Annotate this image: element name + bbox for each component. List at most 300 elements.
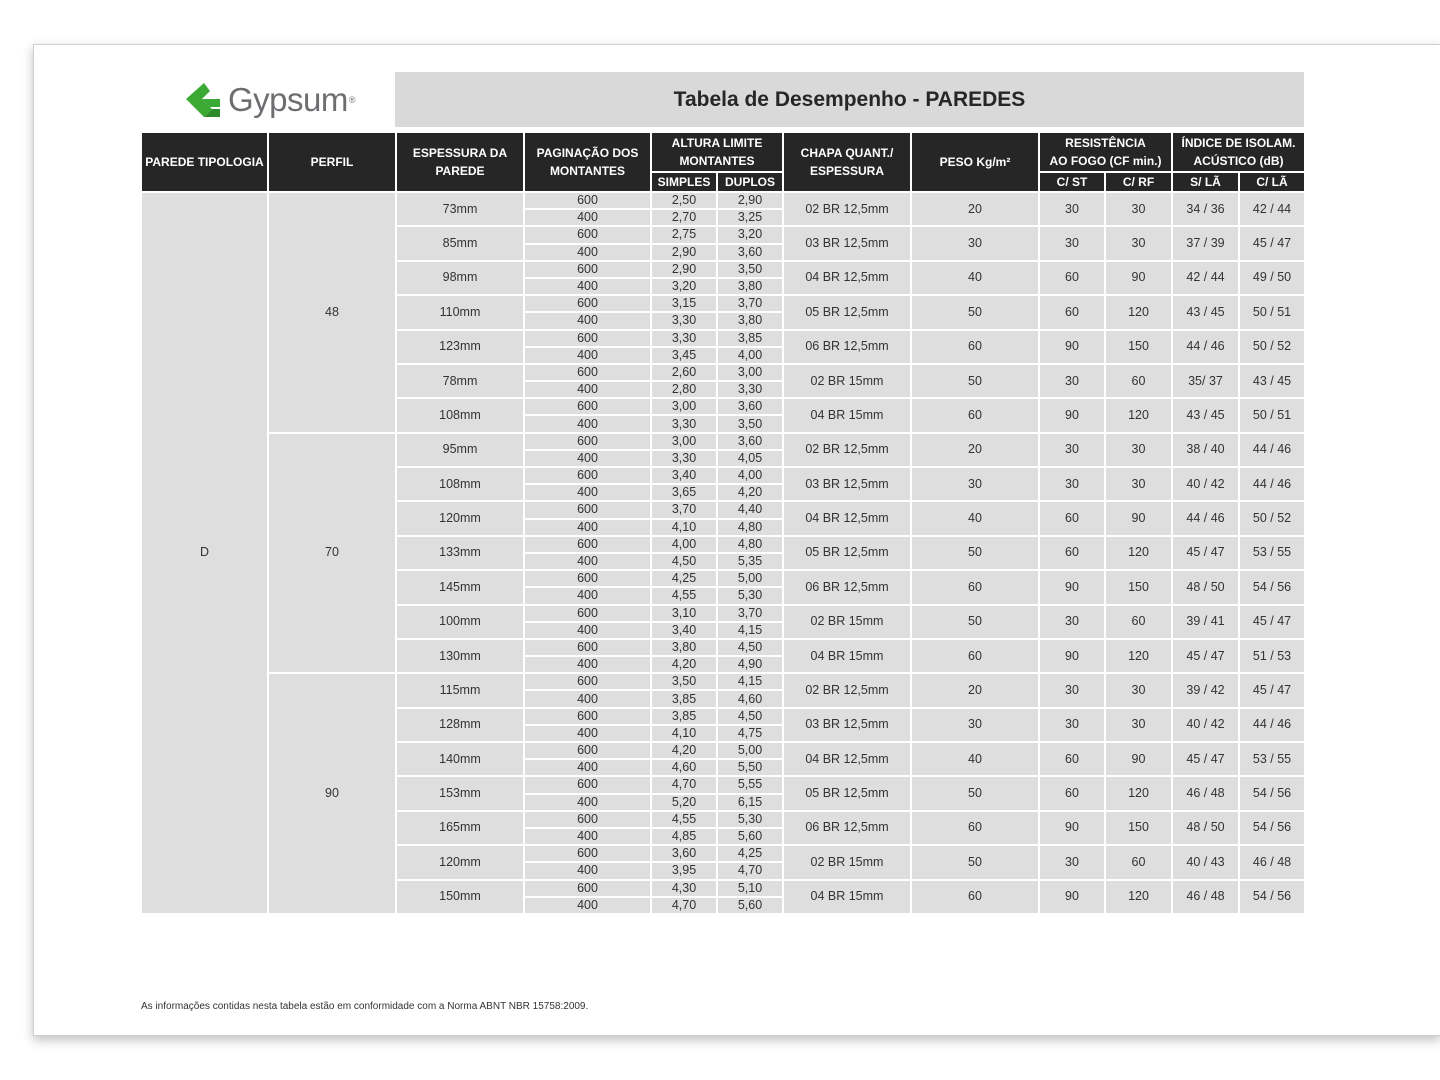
cell-peso: 50	[911, 845, 1039, 879]
cell-altura-simples: 4,10	[651, 725, 717, 742]
gypsum-g-logo-icon	[182, 81, 222, 119]
cell-altura-simples: 3,65	[651, 484, 717, 501]
cell-cf-st: 30	[1039, 192, 1105, 226]
cell-perfil: 70	[268, 433, 396, 674]
cell-chapa: 04 BR 15mm	[783, 880, 911, 914]
cell-cf-st: 30	[1039, 467, 1105, 501]
cell-altura-duplos: 3,60	[717, 244, 783, 261]
header-duplos: DUPLOS	[717, 172, 783, 192]
cell-altura-simples: 4,20	[651, 742, 717, 759]
cell-chapa: 03 BR 12,5mm	[783, 226, 911, 260]
cell-cf-rf: 120	[1105, 536, 1172, 570]
table-row	[141, 192, 1305, 209]
cell-sem-la: 45 / 47	[1172, 536, 1239, 570]
cell-cf-rf: 90	[1105, 501, 1172, 535]
cell-altura-duplos: 4,60	[717, 690, 783, 707]
cell-paginacao: 600	[524, 742, 651, 759]
cell-altura-duplos: 3,20	[717, 226, 783, 243]
cell-paginacao: 400	[524, 450, 651, 467]
cell-altura-simples: 4,25	[651, 570, 717, 587]
cell-altura-duplos: 3,50	[717, 261, 783, 278]
cell-espessura: 145mm	[396, 570, 524, 604]
cell-altura-duplos: 5,55	[717, 776, 783, 793]
logo-text: Gypsum	[228, 81, 348, 118]
cell-com-la: 51 / 53	[1239, 639, 1305, 673]
cell-peso: 40	[911, 261, 1039, 295]
cell-altura-duplos: 4,80	[717, 536, 783, 553]
cell-peso: 60	[911, 570, 1039, 604]
page-title	[395, 72, 1304, 127]
cell-altura-simples: 3,60	[651, 845, 717, 862]
cell-sem-la: 39 / 42	[1172, 673, 1239, 707]
cell-cf-rf: 120	[1105, 776, 1172, 810]
cell-altura-duplos: 5,10	[717, 880, 783, 897]
cell-paginacao: 600	[524, 811, 651, 828]
cell-altura-simples: 3,80	[651, 639, 717, 656]
cell-altura-simples: 4,20	[651, 656, 717, 673]
cell-cf-rf: 120	[1105, 295, 1172, 329]
cell-cf-st: 60	[1039, 536, 1105, 570]
cell-com-la: 49 / 50	[1239, 261, 1305, 295]
cell-com-la: 45 / 47	[1239, 673, 1305, 707]
cell-sem-la: 37 / 39	[1172, 226, 1239, 260]
cell-cf-rf: 30	[1105, 192, 1172, 226]
cell-altura-simples: 3,95	[651, 862, 717, 879]
cell-paginacao: 600	[524, 639, 651, 656]
cell-com-la: 53 / 55	[1239, 742, 1305, 776]
cell-altura-simples: 2,90	[651, 244, 717, 261]
cell-chapa: 05 BR 12,5mm	[783, 536, 911, 570]
cell-altura-duplos: 4,90	[717, 656, 783, 673]
cell-sem-la: 45 / 47	[1172, 742, 1239, 776]
cell-altura-duplos: 4,25	[717, 845, 783, 862]
cell-com-la: 45 / 47	[1239, 226, 1305, 260]
cell-altura-duplos: 3,85	[717, 330, 783, 347]
cell-sem-la: 40 / 42	[1172, 467, 1239, 501]
cell-altura-duplos: 4,00	[717, 347, 783, 364]
cell-chapa: 04 BR 12,5mm	[783, 742, 911, 776]
cell-paginacao: 400	[524, 415, 651, 432]
cell-cf-st: 90	[1039, 398, 1105, 432]
cell-altura-duplos: 5,60	[717, 828, 783, 845]
cell-altura-duplos: 3,80	[717, 278, 783, 295]
cell-altura-simples: 2,90	[651, 261, 717, 278]
cell-peso: 30	[911, 708, 1039, 742]
cell-sem-la: 48 / 50	[1172, 811, 1239, 845]
cell-altura-simples: 3,00	[651, 433, 717, 450]
cell-chapa: 02 BR 12,5mm	[783, 673, 911, 707]
cell-espessura: 133mm	[396, 536, 524, 570]
cell-paginacao: 600	[524, 536, 651, 553]
header-resistencia: RESISTÊNCIA AO FOGO (CF min.)	[1039, 132, 1172, 172]
cell-peso: 40	[911, 501, 1039, 535]
cell-sem-la: 43 / 45	[1172, 398, 1239, 432]
cell-altura-duplos: 5,35	[717, 553, 783, 570]
cell-paginacao: 400	[524, 587, 651, 604]
cell-sem-la: 46 / 48	[1172, 880, 1239, 914]
cell-peso: 60	[911, 880, 1039, 914]
cell-paginacao: 400	[524, 862, 651, 879]
cell-com-la: 46 / 48	[1239, 845, 1305, 879]
cell-espessura: 110mm	[396, 295, 524, 329]
cell-com-la: 50 / 52	[1239, 501, 1305, 535]
cell-altura-duplos: 5,30	[717, 811, 783, 828]
table-row	[141, 433, 1305, 450]
brand-logo	[182, 78, 356, 122]
cell-altura-duplos: 5,00	[717, 570, 783, 587]
cell-cf-st: 60	[1039, 776, 1105, 810]
cell-altura-simples: 3,30	[651, 330, 717, 347]
cell-sem-la: 34 / 36	[1172, 192, 1239, 226]
table-header	[141, 132, 1305, 192]
cell-espessura: 98mm	[396, 261, 524, 295]
cell-chapa: 04 BR 15mm	[783, 639, 911, 673]
cell-paginacao: 600	[524, 467, 651, 484]
header-sla: S/ LÃ	[1172, 172, 1239, 192]
cell-altura-simples: 3,30	[651, 312, 717, 329]
cell-com-la: 50 / 52	[1239, 330, 1305, 364]
cell-altura-duplos: 3,80	[717, 312, 783, 329]
cell-cf-st: 60	[1039, 742, 1105, 776]
cell-paginacao: 600	[524, 364, 651, 381]
cell-paginacao: 600	[524, 570, 651, 587]
cell-espessura: 108mm	[396, 467, 524, 501]
cell-cf-st: 30	[1039, 433, 1105, 467]
header-espessura: ESPESSURA DA PAREDE	[396, 132, 524, 192]
cell-com-la: 44 / 46	[1239, 708, 1305, 742]
cell-espessura: 153mm	[396, 776, 524, 810]
cell-espessura: 140mm	[396, 742, 524, 776]
cell-peso: 60	[911, 811, 1039, 845]
cell-sem-la: 44 / 46	[1172, 501, 1239, 535]
cell-altura-simples: 4,70	[651, 776, 717, 793]
cell-altura-simples: 2,60	[651, 364, 717, 381]
cell-peso: 20	[911, 673, 1039, 707]
cell-paginacao: 600	[524, 330, 651, 347]
cell-paginacao: 600	[524, 261, 651, 278]
cell-chapa: 05 BR 12,5mm	[783, 776, 911, 810]
cell-chapa: 06 BR 12,5mm	[783, 570, 911, 604]
header-cst: C/ ST	[1039, 172, 1105, 192]
cell-altura-simples: 3,45	[651, 347, 717, 364]
cell-com-la: 44 / 46	[1239, 467, 1305, 501]
cell-cf-rf: 30	[1105, 708, 1172, 742]
cell-paginacao: 400	[524, 381, 651, 398]
cell-altura-simples: 2,80	[651, 381, 717, 398]
cell-cf-st: 60	[1039, 501, 1105, 535]
cell-paginacao: 400	[524, 622, 651, 639]
cell-altura-duplos: 5,00	[717, 742, 783, 759]
cell-paginacao: 600	[524, 708, 651, 725]
cell-cf-rf: 120	[1105, 880, 1172, 914]
cell-perfil: 48	[268, 192, 396, 433]
cell-paginacao: 400	[524, 278, 651, 295]
cell-cf-rf: 150	[1105, 330, 1172, 364]
cell-altura-simples: 4,60	[651, 759, 717, 776]
cell-peso: 50	[911, 364, 1039, 398]
cell-cf-rf: 30	[1105, 673, 1172, 707]
cell-chapa: 04 BR 12,5mm	[783, 501, 911, 535]
cell-espessura: 100mm	[396, 605, 524, 639]
cell-peso: 30	[911, 226, 1039, 260]
cell-paginacao: 400	[524, 690, 651, 707]
cell-espessura: 120mm	[396, 845, 524, 879]
cell-peso: 30	[911, 467, 1039, 501]
cell-chapa: 03 BR 12,5mm	[783, 467, 911, 501]
cell-altura-simples: 3,70	[651, 501, 717, 518]
cell-altura-duplos: 4,40	[717, 501, 783, 518]
header-perfil: PERFIL	[268, 132, 396, 192]
cell-paginacao: 400	[524, 794, 651, 811]
cell-paginacao: 600	[524, 295, 651, 312]
cell-com-la: 54 / 56	[1239, 776, 1305, 810]
cell-espessura: 165mm	[396, 811, 524, 845]
cell-chapa: 02 BR 12,5mm	[783, 433, 911, 467]
header-simples: SIMPLES	[651, 172, 717, 192]
cell-paginacao: 400	[524, 725, 651, 742]
cell-altura-duplos: 3,30	[717, 381, 783, 398]
header-cla: C/ LÃ	[1239, 172, 1305, 192]
cell-altura-simples: 3,40	[651, 622, 717, 639]
cell-paginacao: 600	[524, 776, 651, 793]
cell-espessura: 130mm	[396, 639, 524, 673]
cell-paginacao: 400	[524, 519, 651, 536]
cell-cf-st: 90	[1039, 811, 1105, 845]
cell-cf-st: 90	[1039, 880, 1105, 914]
cell-sem-la: 38 / 40	[1172, 433, 1239, 467]
cell-peso: 50	[911, 776, 1039, 810]
header-chapa: CHAPA QUANT./ ESPESSURA	[783, 132, 911, 192]
cell-espessura: 108mm	[396, 398, 524, 432]
cell-espessura: 128mm	[396, 708, 524, 742]
cell-cf-st: 30	[1039, 673, 1105, 707]
cell-chapa: 02 BR 15mm	[783, 845, 911, 879]
cell-espessura: 95mm	[396, 433, 524, 467]
cell-sem-la: 43 / 45	[1172, 295, 1239, 329]
cell-sem-la: 40 / 43	[1172, 845, 1239, 879]
cell-cf-rf: 60	[1105, 845, 1172, 879]
cell-com-la: 54 / 56	[1239, 811, 1305, 845]
cell-altura-duplos: 3,00	[717, 364, 783, 381]
cell-altura-simples: 2,75	[651, 226, 717, 243]
header-indice-acustico: ÍNDICE DE ISOLAM. ACÚSTICO (dB)	[1172, 132, 1305, 172]
cell-cf-st: 30	[1039, 226, 1105, 260]
cell-altura-simples: 3,85	[651, 690, 717, 707]
cell-sem-la: 45 / 47	[1172, 639, 1239, 673]
cell-altura-simples: 4,55	[651, 587, 717, 604]
cell-cf-rf: 120	[1105, 398, 1172, 432]
cell-altura-simples: 4,30	[651, 880, 717, 897]
cell-altura-duplos: 4,80	[717, 519, 783, 536]
cell-altura-duplos: 5,60	[717, 897, 783, 914]
cell-peso: 20	[911, 192, 1039, 226]
table-row	[141, 673, 1305, 690]
cell-altura-simples: 4,55	[651, 811, 717, 828]
header-altura-limite: ALTURA LIMITE MONTANTES	[651, 132, 783, 172]
cell-altura-simples: 3,10	[651, 605, 717, 622]
cell-altura-duplos: 5,50	[717, 759, 783, 776]
cell-espessura: 73mm	[396, 192, 524, 226]
cell-altura-duplos: 3,70	[717, 295, 783, 312]
cell-sem-la: 40 / 42	[1172, 708, 1239, 742]
cell-cf-st: 90	[1039, 570, 1105, 604]
cell-cf-rf: 30	[1105, 467, 1172, 501]
cell-altura-duplos: 4,20	[717, 484, 783, 501]
cell-chapa: 03 BR 12,5mm	[783, 708, 911, 742]
cell-altura-simples: 5,20	[651, 794, 717, 811]
cell-com-la: 50 / 51	[1239, 295, 1305, 329]
footnote: As informações contidas nesta tabela estão em conformidade com a Norma ABNT NBR 15758:2009.	[141, 1001, 589, 1012]
cell-com-la: 43 / 45	[1239, 364, 1305, 398]
cell-altura-duplos: 4,15	[717, 673, 783, 690]
cell-altura-duplos: 3,70	[717, 605, 783, 622]
cell-cf-st: 30	[1039, 605, 1105, 639]
cell-com-la: 42 / 44	[1239, 192, 1305, 226]
cell-chapa: 02 BR 15mm	[783, 605, 911, 639]
cell-cf-rf: 150	[1105, 570, 1172, 604]
cell-paginacao: 400	[524, 553, 651, 570]
cell-paginacao: 400	[524, 484, 651, 501]
cell-paginacao: 600	[524, 845, 651, 862]
cell-cf-rf: 60	[1105, 364, 1172, 398]
cell-peso: 20	[911, 433, 1039, 467]
cell-cf-st: 90	[1039, 639, 1105, 673]
cell-altura-duplos: 4,15	[717, 622, 783, 639]
cell-altura-simples: 4,00	[651, 536, 717, 553]
cell-altura-simples: 3,40	[651, 467, 717, 484]
cell-tipologia: D	[141, 192, 268, 914]
cell-chapa: 04 BR 12,5mm	[783, 261, 911, 295]
cell-peso: 60	[911, 398, 1039, 432]
cell-altura-simples: 4,50	[651, 553, 717, 570]
cell-peso: 50	[911, 295, 1039, 329]
cell-chapa: 06 BR 12,5mm	[783, 811, 911, 845]
cell-espessura: 150mm	[396, 880, 524, 914]
cell-com-la: 50 / 51	[1239, 398, 1305, 432]
cell-paginacao: 600	[524, 501, 651, 518]
cell-altura-simples: 3,30	[651, 415, 717, 432]
cell-cf-rf: 120	[1105, 639, 1172, 673]
cell-paginacao: 400	[524, 209, 651, 226]
header-peso: PESO Kg/m²	[911, 132, 1039, 192]
cell-peso: 50	[911, 605, 1039, 639]
table-body	[141, 192, 1305, 914]
cell-cf-rf: 90	[1105, 742, 1172, 776]
cell-altura-simples: 4,85	[651, 828, 717, 845]
cell-paginacao: 400	[524, 897, 651, 914]
cell-sem-la: 42 / 44	[1172, 261, 1239, 295]
header-parede-tipologia: PAREDE TIPOLOGIA	[141, 132, 268, 192]
cell-cf-rf: 90	[1105, 261, 1172, 295]
cell-altura-duplos: 3,50	[717, 415, 783, 432]
cell-cf-rf: 60	[1105, 605, 1172, 639]
cell-altura-simples: 3,85	[651, 708, 717, 725]
cell-altura-duplos: 2,90	[717, 192, 783, 209]
cell-cf-st: 30	[1039, 708, 1105, 742]
cell-peso: 40	[911, 742, 1039, 776]
performance-table	[140, 131, 1306, 915]
cell-paginacao: 400	[524, 244, 651, 261]
cell-altura-duplos: 4,50	[717, 639, 783, 656]
cell-cf-st: 60	[1039, 261, 1105, 295]
cell-altura-simples: 2,70	[651, 209, 717, 226]
cell-altura-duplos: 3,60	[717, 433, 783, 450]
cell-chapa: 02 BR 15mm	[783, 364, 911, 398]
cell-perfil: 90	[268, 673, 396, 914]
cell-paginacao: 600	[524, 880, 651, 897]
cell-chapa: 05 BR 12,5mm	[783, 295, 911, 329]
cell-sem-la: 48 / 50	[1172, 570, 1239, 604]
cell-com-la: 45 / 47	[1239, 605, 1305, 639]
cell-com-la: 53 / 55	[1239, 536, 1305, 570]
cell-com-la: 54 / 56	[1239, 570, 1305, 604]
cell-paginacao: 600	[524, 398, 651, 415]
header-paginacao: PAGINAÇÃO DOS MONTANTES	[524, 132, 651, 192]
cell-paginacao: 600	[524, 192, 651, 209]
cell-altura-duplos: 6,15	[717, 794, 783, 811]
cell-altura-duplos: 4,00	[717, 467, 783, 484]
cell-espessura: 120mm	[396, 501, 524, 535]
cell-cf-st: 60	[1039, 295, 1105, 329]
cell-chapa: 02 BR 12,5mm	[783, 192, 911, 226]
cell-chapa: 04 BR 15mm	[783, 398, 911, 432]
cell-paginacao: 600	[524, 433, 651, 450]
cell-altura-duplos: 4,05	[717, 450, 783, 467]
cell-paginacao: 600	[524, 226, 651, 243]
cell-altura-simples: 3,30	[651, 450, 717, 467]
cell-espessura: 85mm	[396, 226, 524, 260]
cell-cf-rf: 30	[1105, 433, 1172, 467]
cell-cf-st: 30	[1039, 845, 1105, 879]
cell-chapa: 06 BR 12,5mm	[783, 330, 911, 364]
cell-altura-duplos: 5,30	[717, 587, 783, 604]
cell-altura-simples: 3,20	[651, 278, 717, 295]
cell-paginacao: 400	[524, 312, 651, 329]
cell-altura-simples: 4,70	[651, 897, 717, 914]
logo-trademark: ®	[348, 95, 356, 105]
header-crf: C/ RF	[1105, 172, 1172, 192]
cell-espessura: 123mm	[396, 330, 524, 364]
cell-sem-la: 44 / 46	[1172, 330, 1239, 364]
cell-paginacao: 400	[524, 828, 651, 845]
cell-paginacao: 600	[524, 605, 651, 622]
cell-paginacao: 600	[524, 673, 651, 690]
cell-altura-simples: 2,50	[651, 192, 717, 209]
cell-altura-duplos: 3,60	[717, 398, 783, 415]
cell-espessura: 78mm	[396, 364, 524, 398]
cell-altura-simples: 3,00	[651, 398, 717, 415]
cell-altura-simples: 3,50	[651, 673, 717, 690]
cell-cf-st: 90	[1039, 330, 1105, 364]
cell-altura-duplos: 4,75	[717, 725, 783, 742]
cell-paginacao: 400	[524, 347, 651, 364]
cell-cf-rf: 30	[1105, 226, 1172, 260]
cell-sem-la: 46 / 48	[1172, 776, 1239, 810]
cell-com-la: 54 / 56	[1239, 880, 1305, 914]
cell-sem-la: 35/ 37	[1172, 364, 1239, 398]
cell-sem-la: 39 / 41	[1172, 605, 1239, 639]
cell-cf-rf: 150	[1105, 811, 1172, 845]
cell-espessura: 115mm	[396, 673, 524, 707]
cell-altura-duplos: 4,70	[717, 862, 783, 879]
page-title-text: Tabela de Desempenho - PAREDES	[673, 87, 1026, 111]
cell-peso: 60	[911, 330, 1039, 364]
cell-cf-st: 30	[1039, 364, 1105, 398]
cell-altura-simples: 4,10	[651, 519, 717, 536]
cell-altura-simples: 3,15	[651, 295, 717, 312]
cell-altura-duplos: 3,25	[717, 209, 783, 226]
cell-altura-duplos: 4,50	[717, 708, 783, 725]
